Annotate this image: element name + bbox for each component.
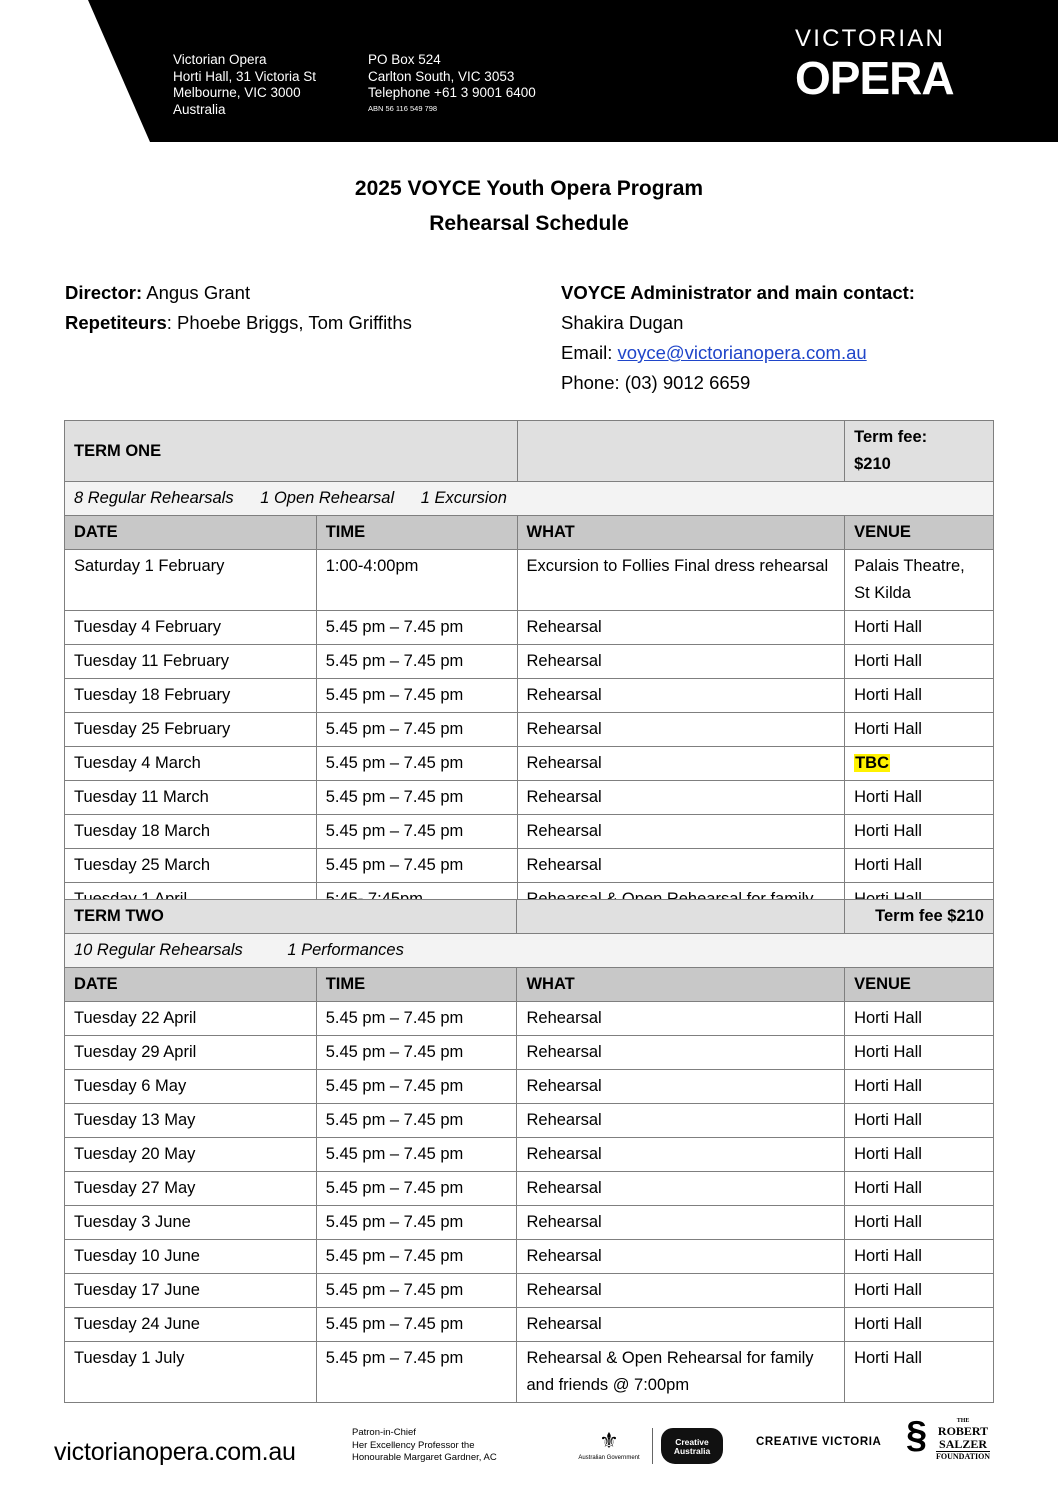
- table-row: [65, 1002, 994, 1036]
- cell-venue-text: Horti Hall: [854, 1179, 922, 1197]
- logo-divider: [652, 1428, 653, 1464]
- cell-venue-text: Horti Hall: [854, 856, 922, 874]
- cell-date-text: Tuesday 10 June: [74, 1247, 200, 1265]
- cell-venue: [845, 1002, 994, 1036]
- cell-what: [517, 1206, 845, 1240]
- column-header-venue: VENUE: [845, 516, 994, 550]
- cell-date: [65, 679, 317, 713]
- cell-venue: [845, 849, 994, 883]
- admin-label: [561, 278, 915, 308]
- cell-what-text: Rehearsal: [526, 754, 602, 772]
- cell-time: [316, 849, 517, 883]
- cell-time: [316, 550, 517, 611]
- term-spacer: [517, 421, 845, 482]
- cell-time-text: 5.45 pm – 7.45 pm: [325, 788, 464, 806]
- summary-item: 8 Regular Rehearsals: [74, 489, 234, 507]
- cell-date: [65, 1342, 317, 1403]
- phone-line: Phone: (03) 9012 6659: [561, 372, 751, 393]
- term-header-row: [65, 900, 994, 934]
- cell-venue: [845, 781, 994, 815]
- cell-what: [517, 1002, 845, 1036]
- logo-top-text: VICTORIAN: [795, 25, 946, 52]
- cell-venue-text: Horti Hall: [854, 788, 922, 806]
- cell-venue-text: Horti Hall: [854, 686, 922, 704]
- cell-time: [316, 747, 517, 781]
- cell-what: [517, 550, 845, 611]
- cell-what: [517, 713, 845, 747]
- cell-what: [517, 1172, 845, 1206]
- term-fee: [845, 421, 994, 482]
- cell-date-text: Tuesday 11 February: [74, 652, 229, 670]
- cell-time-text: 5.45 pm – 7.45 pm: [325, 822, 464, 840]
- cell-venue: [845, 679, 994, 713]
- cell-time-text: 5.45 pm – 7.45 pm: [325, 686, 464, 704]
- term-summary-row: [65, 482, 994, 516]
- logo-bottom-text: OPERA: [795, 52, 954, 104]
- cell-venue-text: Horti Hall: [854, 822, 922, 840]
- cell-what: [517, 815, 845, 849]
- cell-time-text: 5.45 pm – 7.45 pm: [325, 1043, 464, 1061]
- footer-website[interactable]: victorianopera.com.au: [54, 1438, 296, 1466]
- term-two-table: [64, 899, 994, 1403]
- cell-time: [316, 1104, 517, 1138]
- cell-what-text: Rehearsal: [526, 1213, 602, 1231]
- address-line: Melbourne, VIC 3000: [173, 85, 301, 100]
- cell-what-text: Rehearsal: [526, 788, 602, 806]
- salzer-text-line: ROBERT: [937, 1424, 989, 1438]
- patron-line: Her Excellency Professor the: [352, 1439, 475, 1451]
- cell-venue-text: Horti Hall: [854, 618, 922, 636]
- table-row: [65, 1274, 994, 1308]
- cell-what-text: Rehearsal: [526, 856, 602, 874]
- term-summary: [65, 482, 994, 516]
- cell-date-text: Tuesday 27 May: [74, 1179, 196, 1197]
- cell-date: [65, 1070, 317, 1104]
- cell-time: [316, 781, 517, 815]
- column-header-venue: VENUE: [845, 968, 994, 1002]
- patron-line: Honourable Margaret Gardner, AC: [352, 1452, 497, 1463]
- cell-date: [65, 1240, 317, 1274]
- cell-what-text: Rehearsal: [526, 720, 602, 738]
- cell-date-text: Tuesday 13 May: [74, 1111, 196, 1129]
- summary-item: 1 Performances: [287, 941, 404, 959]
- column-header-row: [65, 516, 994, 550]
- cell-venue-text: Horti Hall: [854, 1315, 922, 1333]
- term-header-row: [65, 421, 994, 482]
- creative-australia-text: Creative: [675, 1437, 709, 1447]
- cell-what: [517, 611, 845, 645]
- cell-time: [316, 611, 517, 645]
- cell-what: [517, 1036, 845, 1070]
- cell-date-text: Tuesday 11 March: [74, 788, 209, 806]
- cell-venue: [845, 713, 994, 747]
- cell-venue-text: Horti Hall: [854, 1145, 922, 1163]
- victorian-opera-logo: [795, 26, 975, 102]
- cell-date-text: Tuesday 4 March: [74, 754, 201, 772]
- commonwealth-crest-icon: ⚜: [599, 1428, 619, 1453]
- cell-date: [65, 611, 317, 645]
- term-summary-row: [65, 934, 994, 968]
- cell-what-text: Rehearsal: [526, 1077, 602, 1095]
- cell-what-text: Rehearsal: [526, 652, 602, 670]
- cell-venue-text: Horti Hall: [854, 1213, 922, 1231]
- cell-what-text: Rehearsal: [526, 1009, 602, 1027]
- cell-what-text: Rehearsal: [526, 1281, 602, 1299]
- creative-australia-text: Australia: [673, 1446, 711, 1456]
- cell-what-text: Rehearsal: [526, 618, 602, 636]
- table-row: [65, 1206, 994, 1240]
- abn-number: ABN 56 116 549 798: [368, 103, 438, 113]
- table-row: [65, 1036, 994, 1070]
- cell-venue: [845, 747, 994, 781]
- creative-australia-logo: [661, 1428, 723, 1464]
- cell-time-text: 5.45 pm – 7.45 pm: [325, 856, 464, 874]
- cell-date: [65, 1138, 317, 1172]
- cell-what: [517, 645, 845, 679]
- table-row: [65, 1308, 994, 1342]
- cell-what-text: Rehearsal: [526, 1247, 602, 1265]
- cell-time-text: 5.45 pm – 7.45 pm: [325, 1009, 464, 1027]
- cell-venue-text: Horti Hall: [854, 1349, 922, 1367]
- cell-what: [517, 1070, 845, 1104]
- document-subtitle: Rehearsal Schedule: [429, 212, 629, 235]
- cell-what-text: Rehearsal: [526, 1179, 602, 1197]
- cell-date-text: Tuesday 17 June: [74, 1281, 200, 1299]
- cell-what: [517, 1104, 845, 1138]
- cell-time: [316, 645, 517, 679]
- term-title: TERM ONE: [65, 421, 518, 482]
- cell-time-text: 5.45 pm – 7.45 pm: [325, 652, 464, 670]
- address-line: Carlton South, VIC 3053: [368, 68, 515, 84]
- govt-logo-text: Australian Government: [578, 1455, 640, 1461]
- cell-what: [517, 1240, 845, 1274]
- cell-what-text: Rehearsal: [526, 1145, 602, 1163]
- table-row: [65, 747, 994, 781]
- summary-item: 10 Regular Rehearsals: [74, 941, 243, 959]
- cell-venue: [845, 1172, 994, 1206]
- table-row: [65, 645, 994, 679]
- cell-time-text: 5.45 pm – 7.45 pm: [325, 754, 464, 772]
- email-label: Email:: [561, 342, 618, 363]
- cell-what-text: Rehearsal: [526, 1315, 602, 1333]
- cell-time: [316, 1172, 517, 1206]
- cell-date-text: Tuesday 20 May: [74, 1145, 196, 1163]
- cell-venue-text: Palais Theatre, St Kilda: [854, 557, 965, 602]
- cell-what-text: Rehearsal: [526, 686, 602, 704]
- cell-time-text: 5.45 pm – 7.45 pm: [325, 1077, 464, 1095]
- robert-salzer-foundation-logo: [906, 1412, 994, 1464]
- cell-what-text: Rehearsal: [526, 1111, 602, 1129]
- cell-venue: [845, 645, 994, 679]
- cell-date: [65, 815, 317, 849]
- director-label: Director:: [65, 282, 143, 303]
- column-header-date: DATE: [65, 968, 317, 1002]
- cell-venue-text: Horti Hall: [854, 1247, 922, 1265]
- cell-time-text: 1:00-4:00pm: [325, 557, 419, 575]
- cell-date-text: Tuesday 25 February: [74, 720, 231, 738]
- term-summary: [65, 934, 994, 968]
- cell-date: [65, 1308, 317, 1342]
- cell-venue: [845, 1274, 994, 1308]
- term-spacer: [517, 900, 845, 934]
- cell-venue: [845, 1342, 994, 1403]
- letterhead: [0, 0, 1058, 142]
- cell-time-text: 5.45 pm – 7.45 pm: [325, 618, 464, 636]
- cell-venue-text: Horti Hall: [854, 1043, 922, 1061]
- cell-date: [65, 713, 317, 747]
- cell-venue-text: Horti Hall: [854, 1077, 922, 1095]
- cell-time: [316, 1274, 517, 1308]
- address-block-left: [173, 52, 316, 118]
- repetiteurs-line: [65, 308, 412, 338]
- cell-venue: [845, 550, 994, 611]
- cell-venue-text: Horti Hall: [854, 720, 922, 738]
- column-header-what: WHAT: [517, 968, 845, 1002]
- term-one-table: [64, 420, 994, 944]
- summary-item: 1 Excursion: [420, 489, 507, 507]
- salzer-text-line: THE: [956, 1418, 970, 1424]
- salzer-text-line: SALZER: [939, 1437, 988, 1451]
- salzer-mark-icon: §: [906, 1414, 928, 1456]
- cell-date-text: Saturday 1 February: [74, 557, 225, 575]
- cell-time: [316, 1240, 517, 1274]
- cell-time-text: 5.45 pm – 7.45 pm: [325, 1111, 464, 1129]
- document-title: 2025 VOYCE Youth Opera Program: [354, 177, 704, 200]
- salzer-text: [936, 1418, 990, 1462]
- cell-time-text: 5.45 pm – 7.45 pm: [325, 1145, 464, 1163]
- email-link[interactable]: voyce@victorianopera.com.au: [617, 342, 867, 363]
- cell-what-text: Rehearsal: [526, 822, 602, 840]
- cell-date: [65, 781, 317, 815]
- email-line: [561, 338, 915, 368]
- cell-what: [517, 1274, 845, 1308]
- cell-date-text: Tuesday 6 May: [74, 1077, 187, 1095]
- table-row: [65, 611, 994, 645]
- table-row: [65, 550, 994, 611]
- cell-date: [65, 550, 317, 611]
- cell-date-text: Tuesday 22 April: [74, 1009, 197, 1027]
- table-row: [65, 1240, 994, 1274]
- cell-venue: [845, 1036, 994, 1070]
- cell-date-text: Tuesday 1 July: [74, 1349, 185, 1367]
- cell-date: [65, 1104, 317, 1138]
- address-block-right: [368, 52, 536, 116]
- contact-info: [561, 278, 915, 398]
- repetiteurs-names: : Phoebe Briggs, Tom Griffiths: [166, 312, 412, 333]
- staff-info: [65, 278, 412, 338]
- term-fee: Term fee $210: [845, 900, 994, 934]
- salzer-text-line: FOUNDATION: [936, 1452, 991, 1461]
- term-title: TERM TWO: [65, 900, 517, 934]
- cell-venue: [845, 1308, 994, 1342]
- cell-time: [316, 1036, 517, 1070]
- cell-date: [65, 747, 317, 781]
- table-row: [65, 781, 994, 815]
- cell-time: [316, 1342, 517, 1403]
- table-row: [65, 1172, 994, 1206]
- column-header-date: DATE: [65, 516, 317, 550]
- cell-time: [316, 713, 517, 747]
- address-line: PO Box 524: [368, 52, 441, 67]
- address-line: Telephone +61 3 9001 6400: [368, 85, 536, 100]
- cell-venue-text: Horti Hall: [854, 652, 922, 670]
- repetiteurs-label: Repetiteurs: [65, 312, 167, 333]
- cell-date-text: Tuesday 18 March: [74, 822, 211, 840]
- cell-time-text: 5.45 pm – 7.45 pm: [325, 1247, 464, 1265]
- cell-what: [517, 679, 845, 713]
- cell-what: [517, 849, 845, 883]
- patron-line: Patron-in-Chief: [352, 1427, 416, 1438]
- table-row: [65, 1070, 994, 1104]
- cell-time-text: 5.45 pm – 7.45 pm: [325, 720, 464, 738]
- cell-date-text: Tuesday 4 February: [74, 618, 222, 636]
- summary-item: 1 Open Rehearsal: [260, 489, 395, 507]
- cell-time-text: 5.45 pm – 7.45 pm: [325, 1315, 464, 1333]
- cell-date: [65, 1002, 317, 1036]
- column-header-time: TIME: [316, 968, 517, 1002]
- cell-venue: [845, 1104, 994, 1138]
- cell-what: [517, 1138, 845, 1172]
- table-row: [65, 1342, 994, 1403]
- cell-what: [517, 781, 845, 815]
- director-line: [65, 278, 412, 308]
- column-header-time: TIME: [316, 516, 517, 550]
- address-line: Victorian Opera: [173, 52, 267, 67]
- term-fee-label: Term fee:: [854, 428, 928, 446]
- cell-time: [316, 1002, 517, 1036]
- cell-venue: [845, 1240, 994, 1274]
- cell-date: [65, 1172, 317, 1206]
- cell-time: [316, 679, 517, 713]
- address-line: Australia: [173, 101, 226, 117]
- cell-date: [65, 1274, 317, 1308]
- admin-label-text: VOYCE Administrator and main contact:: [561, 282, 915, 303]
- cell-time-text: 5.45 pm – 7.45 pm: [325, 1213, 464, 1231]
- cell-time-text: 5.45 pm – 7.45 pm: [325, 1281, 464, 1299]
- table-row: [65, 1138, 994, 1172]
- term-fee-amount: $210: [854, 455, 891, 473]
- admin-name: Shakira Dugan: [561, 312, 684, 333]
- cell-time: [316, 1308, 517, 1342]
- cell-what-text: Excursion to Follies Final dress rehearsal: [526, 557, 829, 575]
- cell-what: [517, 1342, 845, 1403]
- australian-government-logo: [576, 1427, 642, 1461]
- cell-venue: [845, 815, 994, 849]
- table-row: [65, 713, 994, 747]
- cell-what: [517, 1308, 845, 1342]
- cell-date-text: Tuesday 25 March: [74, 856, 211, 874]
- cell-what: [517, 747, 845, 781]
- cell-venue: [845, 1070, 994, 1104]
- table-row: [65, 815, 994, 849]
- cell-date: [65, 1036, 317, 1070]
- patron-block: [352, 1427, 497, 1465]
- creative-victoria-logo: CREATIVE VICTORIA: [756, 1436, 882, 1448]
- table-row: [65, 849, 994, 883]
- cell-venue-text: Horti Hall: [854, 1009, 922, 1027]
- cell-time: [316, 1070, 517, 1104]
- cell-venue: [845, 1138, 994, 1172]
- cell-date-text: Tuesday 3 June: [74, 1213, 191, 1231]
- cell-date: [65, 645, 317, 679]
- cell-date-text: Tuesday 29 April: [74, 1043, 197, 1061]
- column-header-row: [65, 968, 994, 1002]
- cell-time: [316, 1138, 517, 1172]
- cell-venue: [845, 1206, 994, 1240]
- cell-time: [316, 815, 517, 849]
- cell-date-text: Tuesday 18 February: [74, 686, 231, 704]
- cell-what-text: Rehearsal & Open Rehearsal for family and friends @ 7:00pm: [526, 1349, 814, 1394]
- column-header-what: WHAT: [517, 516, 845, 550]
- table-row: [65, 679, 994, 713]
- cell-venue: [845, 611, 994, 645]
- cell-venue-text: Horti Hall: [854, 1281, 922, 1299]
- cell-time-text: 5.45 pm – 7.45 pm: [325, 1349, 464, 1367]
- cell-time-text: 5.45 pm – 7.45 pm: [325, 1179, 464, 1197]
- table-row: [65, 1104, 994, 1138]
- director-name: Angus Grant: [142, 282, 251, 303]
- cell-venue-text: Horti Hall: [854, 1111, 922, 1129]
- cell-date: [65, 849, 317, 883]
- address-line: Horti Hall, 31 Victoria St: [173, 68, 317, 84]
- cell-what-text: Rehearsal: [526, 1043, 602, 1061]
- cell-venue-text: TBC: [855, 754, 890, 772]
- cell-date: [65, 1206, 317, 1240]
- cell-date-text: Tuesday 24 June: [74, 1315, 200, 1333]
- cell-time: [316, 1206, 517, 1240]
